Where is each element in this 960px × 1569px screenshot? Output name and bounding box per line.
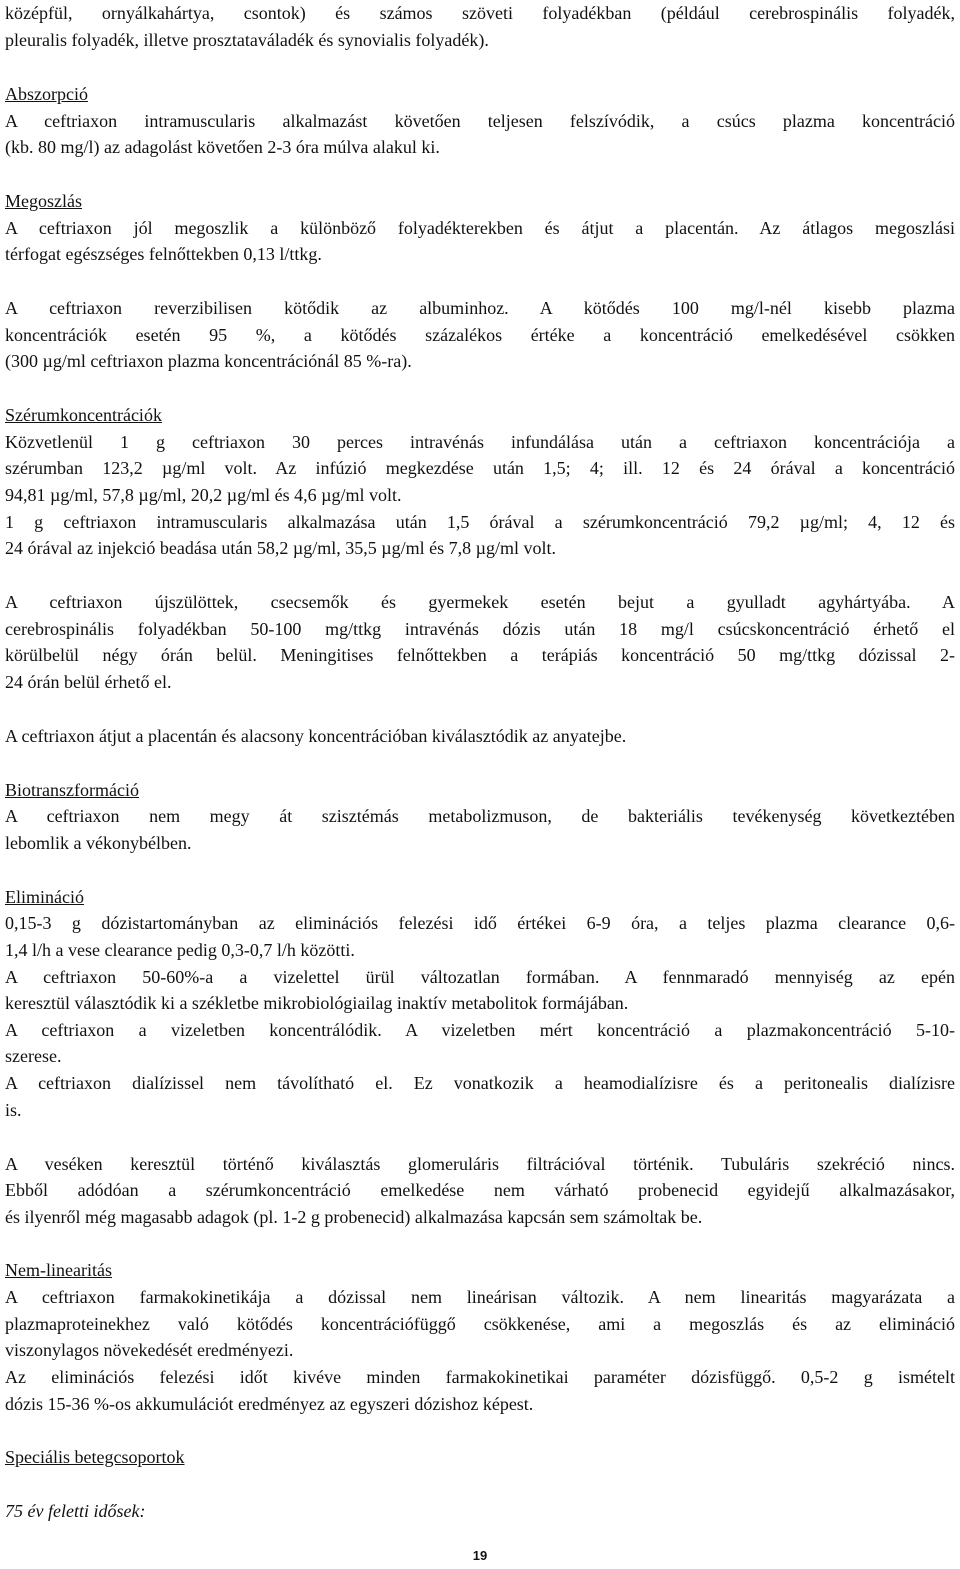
body-text-line: szérumban 123,2 µg/ml volt. Az infúzió megkezdése után 1,5; 4; ill. 12 és 24 órával a koncentráció — [5, 458, 955, 478]
page-number: 19 — [472, 1548, 488, 1563]
body-text-line: 0,15-3 g dózistartományban az eliminációs felezési idő értékei 6-9 óra, a teljes plazma clearance 0,6- — [5, 913, 955, 933]
section-heading-elimination: Elimináció — [5, 887, 84, 907]
body-text-line: 1 g ceftriaxon intramuscularis alkalmazása után 1,5 órával a szérumkoncentráció 79,2 µg/ml; 4, 12 és — [5, 512, 955, 532]
body-text-line: 24 órán belül érhető el. — [5, 672, 172, 692]
body-text-line: A veséken keresztül történő kiválasztás glomeruláris filtrációval történik. Tubuláris szekréció nincs. — [5, 1154, 955, 1174]
body-text-line: körülbelül négy órán belül. Meningitises felnőttekben a terápiás koncentráció 50 mg/ttkg dózissal 2- — [5, 645, 955, 665]
body-text-line: viszonylagos növekedését eredményezi. — [5, 1340, 294, 1360]
body-text-line: (300 µg/ml ceftriaxon plazma koncentrációnál 85 %-ra). — [5, 351, 412, 371]
section-heading-biotransformation: Biotranszformáció — [5, 780, 139, 800]
body-text-line: 94,81 µg/ml, 57,8 µg/ml, 20,2 µg/ml és 4,6 µg/ml volt. — [5, 485, 402, 505]
body-text-line: A ceftriaxon nem megy át szisztémás metabolizmuson, de bakteriális tevékenység következtében — [5, 806, 955, 826]
body-text-line: is. — [5, 1100, 22, 1120]
body-text-line: A ceftriaxon intramuscularis alkalmazást követően teljesen felszívódik, a csúcs plazma koncentráció — [5, 111, 955, 131]
section-heading-serum-concentrations: Szérumkoncentrációk — [5, 405, 162, 425]
body-text-line: Az eliminációs felezési időt kivéve minden farmakokinetikai paraméter dózisfüggő. 0,5-2 g ismételt — [5, 1367, 955, 1387]
body-text-line: A ceftriaxon farmakokinetikája a dózissal nem lineárisan változik. A nem linearitás magyarázata a — [5, 1287, 955, 1307]
body-text-line: térfogat egészséges felnőttekben 0,13 l/ttkg. — [5, 244, 322, 264]
body-text-line: plazmaproteinekhez való kötődés koncentrációfüggő csökkenése, ami a megoszlás és az elimináció — [5, 1314, 955, 1334]
body-text-line: cerebrospinális folyadékban 50-100 mg/ttkg intravénás dózis után 18 mg/l csúcskoncentráció érhető el — [5, 619, 955, 639]
body-text-line: dózis 15-36 %-os akkumulációt eredményez az egyszeri dózishoz képest. — [5, 1394, 534, 1414]
body-text-line: A ceftriaxon dialízissel nem távolítható el. Ez vonatkozik a heamodialízisre és a peritonealis dialízisre — [5, 1073, 955, 1093]
body-text-line: (kb. 80 mg/l) az adagolást követően 2-3 óra múlva alakul ki. — [5, 137, 440, 157]
body-text-line: keresztül választódik ki a székletbe mikrobiológiailag inaktív metabolitok formájában. — [5, 993, 629, 1013]
section-heading-distribution: Megoszlás — [5, 191, 82, 211]
body-text-line: A ceftriaxon a vizeletben koncentrálódik. A vizeletben mért koncentráció a plazmakoncentráció 5-10- — [5, 1020, 955, 1040]
body-text-line: A ceftriaxon jól megoszlik a különböző folyadékterekben és átjut a placentán. Az átlagos megoszlási — [5, 218, 955, 238]
body-text-line: Ebből adódóan a szérumkoncentráció emelkedése nem várható probenecid egyidejű alkalmazásakor, — [5, 1180, 955, 1200]
section-heading-absorption: Abszorpció — [5, 84, 88, 104]
body-text-line: Közvetlenül 1 g ceftriaxon 30 perces intravénás infundálása után a ceftriaxon koncentrációja a — [5, 432, 955, 452]
body-text-line: 24 órával az injekció beadása után 58,2 µg/ml, 35,5 µg/ml és 7,8 µg/ml volt. — [5, 538, 557, 558]
body-text-line: A ceftriaxon reverzibilisen kötődik az albuminhoz. A kötődés 100 mg/l-nél kisebb plazma — [5, 298, 955, 318]
body-text-line: A ceftriaxon újszülöttek, csecsemők és gyermekek esetén bejut a gyulladt agyhártyába. A — [5, 592, 955, 612]
section-heading-non-linearity: Nem-linearitás — [5, 1260, 112, 1280]
body-text-line: középfül, ornyálkahártya, csontok) és számos szöveti folyadékban (például cerebrospinális folyadék, — [5, 3, 955, 23]
body-text-line: és ilyenről még magasabb adagok (pl. 1-2 g probenecid) alkalmazása kapcsán sem számoltak be. — [5, 1207, 703, 1227]
section-heading-special-populations: Speciális betegcsoportok — [5, 1447, 185, 1467]
subsection-heading-elderly: 75 év feletti idősek: — [5, 1501, 146, 1521]
body-text-line: szerese. — [5, 1046, 62, 1066]
body-text-line: lebomlik a vékonybélben. — [5, 833, 192, 853]
body-text-line: A ceftriaxon átjut a placentán és alacsony koncentrációban kiválasztódik az anyatejbe. — [5, 726, 627, 746]
body-text-line: A ceftriaxon 50-60%-a a vizelettel ürül változatlan formában. A fennmaradó mennyiség az epén — [5, 967, 955, 987]
body-text-line: koncentrációk esetén 95 %, a kötődés százalékos értéke a koncentráció emelkedésével csökken — [5, 325, 955, 345]
body-text-line: pleuralis folyadék, illetve prosztataváladék és synovialis folyadék). — [5, 30, 489, 50]
body-text-line: 1,4 l/h a vese clearance pedig 0,3-0,7 l/h közötti. — [5, 940, 355, 960]
